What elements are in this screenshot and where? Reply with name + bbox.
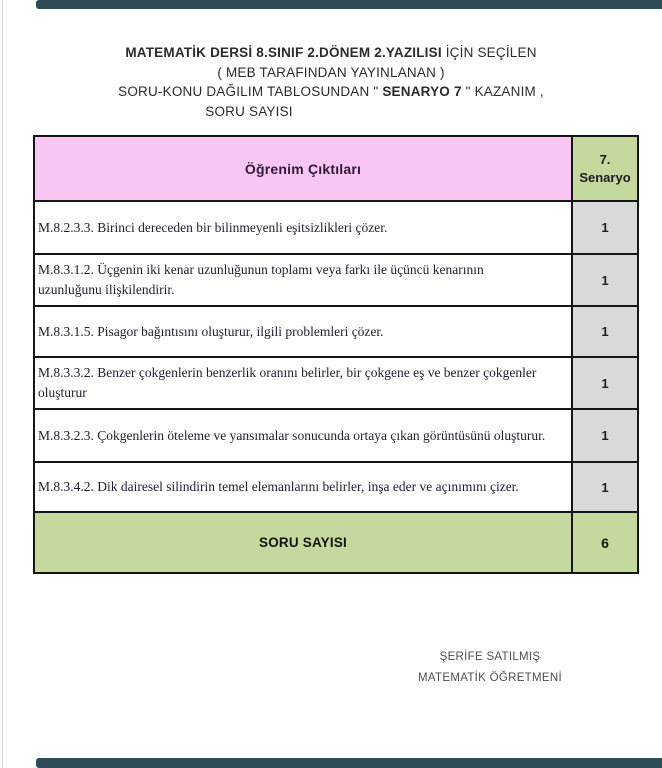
table-row <box>34 201 638 254</box>
viewer-bottom-bar <box>36 758 662 768</box>
outcome-cell: M.8.3.1.2. Üçgenin iki kenar uzunluğunun toplamı veya farkı ile üçüncü kenarının uzunluğunu ilişkilendirir. <box>34 254 572 306</box>
outcomes-header-cell: Öğrenim Çıktıları <box>34 136 572 201</box>
teacher-name: ŞERİFE SATILMIŞ <box>439 651 541 663</box>
outcome-cell: M.8.3.4.2. Dik dairesel silindirin temel elemanlarını belirler, inşa eder ve açınımını çizer. <box>34 462 572 512</box>
teacher-role: MATEMATİK ÖĞRETMENİ <box>418 672 562 684</box>
outcome-cell: M.8.2.3.3. Birinci dereceden bir bilinmeyenli eşitsizlikleri çözer. <box>34 201 572 254</box>
table-header-row <box>34 136 638 201</box>
total-label-cell: SORU SAYISI <box>34 512 572 573</box>
table-footer-row <box>34 512 638 573</box>
count-cell: 1 <box>572 306 638 357</box>
document-title <box>0 43 662 121</box>
title-line-3-post: " KAZANIM , <box>461 84 544 99</box>
count-cell: 1 <box>572 357 638 409</box>
scenario-header-cell <box>572 136 638 201</box>
title-line-2: ( MEB TARAFINDAN YAYINLANAN ) <box>217 64 445 80</box>
title-line-4: SORU SAYISI <box>205 103 293 119</box>
count-cell: 1 <box>572 201 638 254</box>
outcome-cell: M.8.3.3.2. Benzer çokgenlerin benzerlik oranını belirler, bir çokgene eş ve benzer çokgenler oluşturur <box>34 357 572 409</box>
title-line-1-bold: MATEMATİK DERSİ 8.SINIF 2.DÖNEM 2.YAZILISI <box>125 45 442 60</box>
scenario-header-line-2: Senaryo <box>579 169 631 185</box>
table-row <box>34 254 638 306</box>
title-line-1 <box>0 43 662 63</box>
title-line-3 <box>0 82 662 102</box>
signature-block <box>355 647 625 689</box>
outcome-cell: M.8.3.2.3. Çokgenlerin öteleme ve yansımalar sonucunda ortaya çıkan görüntüsünü oluşturur. <box>34 409 572 462</box>
count-cell: 1 <box>572 409 638 462</box>
total-value-cell: 6 <box>572 512 638 573</box>
table-row <box>34 306 638 357</box>
table-row <box>34 462 638 512</box>
outcome-cell: M.8.3.1.5. Pisagor bağıntısını oluşturur, ilgili problemleri çözer. <box>34 306 572 357</box>
title-line-1-regular: İÇİN SEÇİLEN <box>441 45 537 60</box>
count-cell: 1 <box>572 462 638 512</box>
count-cell: 1 <box>572 254 638 306</box>
viewer-top-bar <box>36 0 662 9</box>
question-distribution-table <box>33 135 639 574</box>
table-row <box>34 409 638 462</box>
scenario-header-line-1: 7. <box>599 151 611 167</box>
table-row <box>34 357 638 409</box>
title-line-3-bold: SENARYO 7 <box>382 84 462 99</box>
title-line-3-pre: SORU-KONU DAĞILIM TABLOSUNDAN " <box>118 84 383 99</box>
